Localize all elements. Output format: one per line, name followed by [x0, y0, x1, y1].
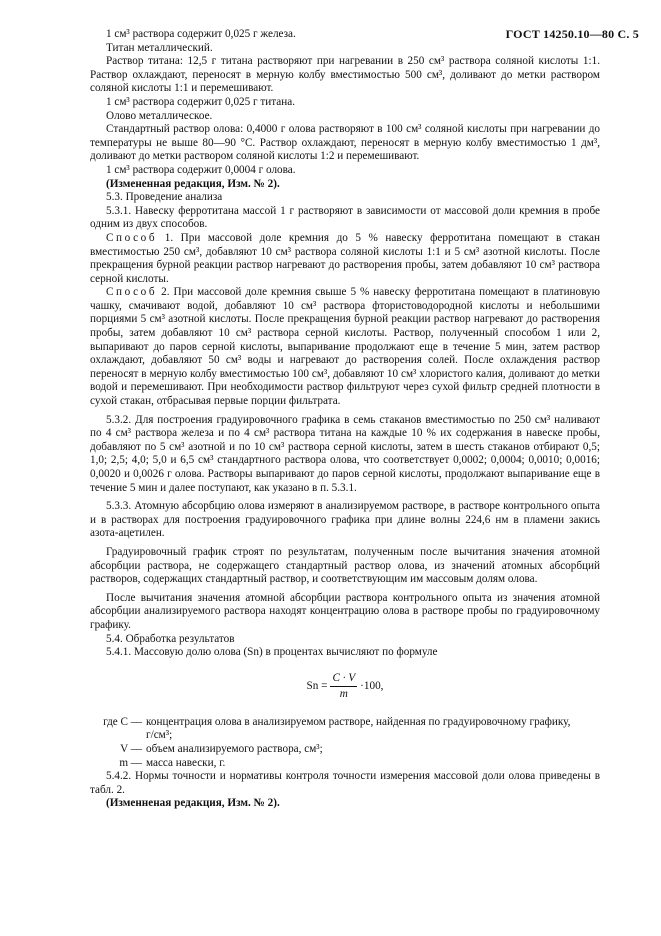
- paragraph: Титан металлический.: [106, 41, 213, 54]
- section-heading: 5.3. Проведение анализа: [106, 191, 223, 204]
- paragraph: Олово металлическое.: [106, 109, 213, 122]
- paragraph: 1 см³ раствора содержит 0,025 г железа.: [106, 28, 296, 40]
- paragraph: После вычитания значения атомной абсорбции раствора контрольного опыта из значения атомной абсорбции анализируемого раствора находят концентрацию олова в растворе пробы по градуировочному графику.: [90, 591, 600, 631]
- where-label: m —: [119, 756, 142, 769]
- paragraph: [90, 232, 600, 286]
- formula-fraction: [330, 672, 357, 702]
- formula-tail: ·100,: [360, 679, 384, 692]
- where-continuation: г/см³;: [146, 729, 173, 742]
- paragraph: 1 см³ раствора содержит 0,025 г титана.: [106, 95, 296, 108]
- where-text: объем анализируемого раствора, см³;: [146, 742, 323, 755]
- section-heading: 5.4. Обработка результатов: [106, 632, 235, 645]
- paragraph: Раствор титана: 12,5 г титана растворяют при нагревании в 250 см³ раствора соляной кислоты 1:1. Раствор охлаждают, переносят в мерную колбу вместимостью 500 см³, доливают до метки раствором соляной кислоты 1:1 и перемешивают.: [90, 55, 600, 95]
- method-text: 2. При массовой доле кремния свыше 5 % навеску ферротитана помещают в платиновую чашку, смачивают водой, добавляют 10 см³ раствора фтористоводородной кислоты и небольшими порциями 5 см³ азотной кислоты. После прекращения бурной реакции раствор нагревают до растворения пробы, затем добавляют 10 см³ раствора серной кислоты. Раствор, полученный способом 1 или 2, выпаривают до паров серной кислоты, выпаривание продолжают еще в течение 5 мин, затем раствор охлаждают, добавляют 50 см³ воды и нагревают до растворения солей. После охлаждения раствор переносят в мерную колбу вместимостью 100 см³, добавляют 10 см³ хлористого калия, доливают до метки водой и перемешивают. При необходимости раствор фильтруют через сухой фильтр средней плотности в сухой стакан, отбрасывая первые порции фильтрата.: [90, 286, 600, 408]
- where-item-v: [90, 743, 600, 757]
- paragraph: 5.4.1. Массовую долю олова (Sn) в процентах вычисляют по формуле: [106, 646, 438, 659]
- formula: [90, 670, 600, 704]
- where-text: концентрация олова в анализируемом растворе, найденная по градуировочному графику,: [146, 715, 571, 728]
- formula-numerator: C · V: [330, 672, 357, 688]
- paragraph: Стандартный раствор олова: 0,4000 г олова растворяют в 100 см³ соляной кислоты при нагревании до температуры не выше 80—90 °С. Раствор охлаждают, переносят в мерную колбу вместимостью 1 дм³, доливают до метки раствором соляной кислоты 1:2 и перемешивают.: [90, 123, 600, 163]
- where-label: где C —: [103, 715, 142, 728]
- paragraph: 5.3.2. Для построения градуировочного графика в семь стаканов вместимостью по 250 см³ наливают по 4 см³ раствора железа и по 4 см³ раствора титана на каждые 10 % их содержания в навеске пробы, добавляют по 5 см³ азотной и по 10 см³ раствора серной кислоты, затем в шесть стаканов отбирают 0,5; 1,0; 2,5; 4,0; 5,0 и 6,5 см³ стандартного раствора олова, что соответствует 0,0002; 0,0004; 0,0010; 0,0016; 0,0020 и 0,0026 г олова. Растворы выпаривают до паров серной кислоты, продолжают выпаривание еще в течение 5 мин и далее поступают, как указано в п. 5.3.1.: [90, 413, 600, 494]
- method-label: Способ: [106, 286, 158, 299]
- paragraph: Градуировочный график строят по результатам, полученным после вычитания значения атомной абсорбции раствора, не содержащего стандартный раствор олова, из значений атомных абсорбций растворов, содержащих стандартный раствор, и соответствующим им массовым долям олова.: [90, 545, 600, 586]
- paragraph: 5.3.3. Атомную абсорбцию олова измеряют в анализируемом растворе, в растворе контрольного опыта и в растворах для построения градуировочного графика при длине волны 224,6 нм в пламени закись азота-ацетилен.: [90, 500, 600, 540]
- paragraph: [90, 286, 600, 408]
- where-text: масса навески, г.: [146, 756, 226, 769]
- paragraph: 1 см³ раствора содержит 0,0004 г олова.: [106, 163, 296, 176]
- formula-denominator: m: [339, 688, 348, 701]
- method-text: 1. При массовой доле кремния до 5 % навеску ферротитана помещают в стакан вместимостью 250 см³, добавляют 10 см³ раствора соляной кислоты 1:1 и 5 см³ азотной кислоты. После прекращения бурной реакции раствор нагревают до растворения пробы, затем добавляют 10 см³ раствора серной кислоты.: [90, 231, 600, 285]
- where-item-c: [90, 716, 600, 730]
- formula-lhs: Sn =: [306, 679, 328, 692]
- revision-note: (Измененная редакция, Изм. № 2).: [106, 177, 280, 190]
- revision-note: (Изменненая редакция, Изм. № 2).: [106, 797, 280, 810]
- where-item-m: [90, 757, 600, 771]
- document-body: [90, 28, 600, 811]
- paragraph: 5.3.1. Навеску ферротитана массой 1 г растворяют в зависимости от массовой доли кремния в пробе одним из двух способов.: [90, 204, 600, 231]
- paragraph: 5.4.2. Нормы точности и нормативы контроля точности измерения массовой доли олова приведены в табл. 2.: [90, 770, 600, 796]
- page-header: ГОСТ 14250.10—80 С. 5: [505, 27, 639, 41]
- where-label: V —: [120, 742, 142, 755]
- method-label: Способ: [106, 231, 158, 244]
